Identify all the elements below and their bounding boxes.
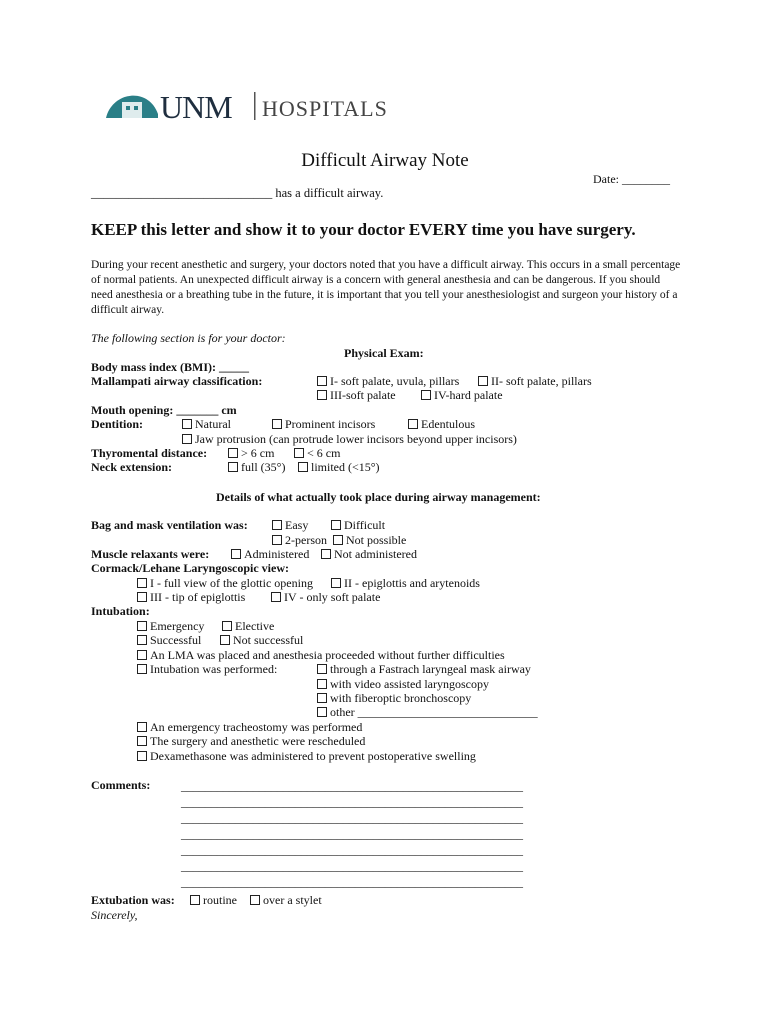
intro-paragraph: During your recent anesthetic and surgery, your doctors noted that you have a difficult airway. This occurs in a small percentage of normal patients. An unexpected difficult airway is a concern with general anesthesia and can be dangerous. If you should need anesthesia or a breathing tube in the future, it is important that you tell your anesthesiologist and surgeon your history of a difficult airway. [91, 259, 681, 316]
bag-mask-difficult[interactable]: Difficult [331, 518, 385, 533]
dentition-jaw-protrusion[interactable]: Jaw protrusion (can protrude lower incisors beyond upper incisors) [182, 432, 517, 447]
extubation-routine[interactable]: routine [190, 893, 237, 908]
intubation-performed[interactable]: Intubation was performed: [137, 662, 277, 677]
comments-label: Comments: [91, 778, 151, 792]
relaxants-label: Muscle relaxants were: [91, 547, 210, 561]
checkbox[interactable] [222, 621, 232, 631]
physical-exam-heading: Physical Exam: [344, 346, 424, 360]
checkbox[interactable] [333, 535, 343, 545]
intubation-not-successful[interactable]: Not successful [220, 633, 303, 648]
checkbox[interactable] [294, 448, 304, 458]
checkbox[interactable] [272, 535, 282, 545]
checkbox[interactable] [231, 549, 241, 559]
mallampati-option-3[interactable]: III-soft palate [317, 388, 396, 403]
comment-line[interactable]: _________________________________________________________ [181, 859, 523, 873]
closing: Sincerely, [91, 908, 138, 922]
comment-line[interactable]: _________________________________________________________ [181, 843, 523, 857]
checkbox[interactable] [182, 419, 192, 429]
intubation-lma[interactable]: An LMA was placed and anesthesia proceeded without further difficulties [137, 648, 505, 663]
relaxants-not-administered[interactable]: Not administered [321, 547, 417, 562]
bag-mask-2person[interactable]: 2-person [272, 533, 327, 548]
intubation-successful[interactable]: Successful [137, 633, 201, 648]
mouth-opening-field: Mouth opening: _______ cm [91, 403, 237, 417]
comment-line[interactable]: _________________________________________________________ [181, 795, 523, 809]
mallampati-option-2[interactable]: II- soft palate, pillars [478, 374, 592, 389]
keep-heading: KEEP this letter and show it to your doctor EVERY time you have surgery. [91, 220, 636, 239]
checkbox[interactable] [317, 693, 327, 703]
cormack-grade-2[interactable]: II - epiglottis and arytenoids [331, 576, 480, 591]
bag-mask-easy[interactable]: Easy [272, 518, 308, 533]
checkbox[interactable] [317, 390, 327, 400]
relaxants-administered[interactable]: Administered [231, 547, 309, 562]
dentition-edentulous[interactable]: Edentulous [408, 417, 475, 432]
intubation-label: Intubation: [91, 604, 150, 618]
patient-line: _____________________________ has a difficult airway. [91, 186, 384, 200]
cormack-grade-1[interactable]: I - full view of the glottic opening [137, 576, 313, 591]
checkbox[interactable] [137, 751, 147, 761]
mallampati-option-1[interactable]: I- soft palate, uvula, pillars [317, 374, 459, 389]
dexamethasone-option[interactable]: Dexamethasone was administered to prevent postoperative swelling [137, 749, 476, 764]
extubation-stylet[interactable]: over a stylet [250, 893, 322, 908]
checkbox[interactable] [331, 520, 341, 530]
checkbox[interactable] [137, 592, 147, 602]
extubation-label: Extubation was: [91, 893, 175, 907]
checkbox[interactable] [478, 376, 488, 386]
checkbox[interactable] [408, 419, 418, 429]
date-field: Date: ________ [593, 172, 670, 186]
neck-extension-label: Neck extension: [91, 460, 172, 474]
checkbox[interactable] [271, 592, 281, 602]
checkbox[interactable] [317, 664, 327, 674]
comment-line[interactable]: _________________________________________________________ [181, 827, 523, 841]
comment-line[interactable]: _________________________________________________________ [181, 779, 523, 793]
intubation-emergency[interactable]: Emergency [137, 619, 204, 634]
tracheostomy-option[interactable]: An emergency tracheostomy was performed [137, 720, 362, 735]
checkbox[interactable] [137, 578, 147, 588]
checkbox[interactable] [137, 736, 147, 746]
thyromental-lt6[interactable]: < 6 cm [294, 446, 340, 461]
unm-hospitals-logo [104, 88, 394, 124]
checkbox[interactable] [190, 895, 200, 905]
checkbox[interactable] [250, 895, 260, 905]
comments-lines[interactable] [181, 778, 523, 890]
dentition-label: Dentition: [91, 417, 143, 431]
checkbox[interactable] [272, 520, 282, 530]
checkbox[interactable] [228, 448, 238, 458]
checkbox[interactable] [317, 679, 327, 689]
neck-limited[interactable]: limited (<15°) [298, 460, 380, 475]
cormack-label: Cormack/Lehane Laryngoscopic view: [91, 561, 289, 575]
thyromental-label: Thyromental distance: [91, 446, 208, 460]
checkbox[interactable] [421, 390, 431, 400]
cormack-grade-3[interactable]: III - tip of epiglottis [137, 590, 245, 605]
performed-fiberoptic[interactable]: with fiberoptic bronchoscopy [317, 691, 471, 706]
checkbox[interactable] [317, 376, 327, 386]
intubation-elective[interactable]: Elective [222, 619, 274, 634]
comment-line[interactable]: _________________________________________________________ [181, 875, 523, 889]
checkbox[interactable] [321, 549, 331, 559]
thyromental-gt6[interactable]: > 6 cm [228, 446, 274, 461]
performed-fastrach[interactable]: through a Fastrach laryngeal mask airway [317, 662, 531, 677]
checkbox[interactable] [220, 635, 230, 645]
checkbox[interactable] [182, 434, 192, 444]
performed-video[interactable]: with video assisted laryngoscopy [317, 677, 489, 692]
logo-brand: UNM [160, 89, 232, 124]
checkbox[interactable] [317, 707, 327, 717]
checkbox[interactable] [137, 621, 147, 631]
mallampati-label: Mallampati airway classification: [91, 374, 263, 388]
page-title: Difficult Airway Note [301, 150, 469, 171]
logo-division: HOSPITALS [262, 96, 388, 121]
checkbox[interactable] [228, 462, 238, 472]
checkbox[interactable] [298, 462, 308, 472]
dentition-natural[interactable]: Natural [182, 417, 231, 432]
checkbox[interactable] [272, 419, 282, 429]
checkbox[interactable] [137, 650, 147, 660]
bag-mask-label: Bag and mask ventilation was: [91, 518, 248, 532]
bmi-field: Body mass index (BMI): _____ [91, 360, 250, 374]
rescheduled-option[interactable]: The surgery and anesthetic were rescheduled [137, 734, 365, 749]
checkbox[interactable] [137, 635, 147, 645]
cormack-grade-4[interactable]: IV - only soft palate [271, 590, 380, 605]
dentition-prominent[interactable]: Prominent incisors [272, 417, 375, 432]
performed-other[interactable]: other ______________________________ [317, 705, 538, 720]
mallampati-option-4[interactable]: IV-hard palate [421, 388, 503, 403]
comment-line[interactable]: _________________________________________________________ [181, 811, 523, 825]
checkbox[interactable] [137, 722, 147, 732]
bag-mask-not-possible[interactable]: Not possible [333, 533, 406, 548]
checkbox[interactable] [137, 664, 147, 674]
doctor-section-label: The following section is for your doctor: [91, 331, 286, 345]
checkbox[interactable] [331, 578, 341, 588]
neck-full[interactable]: full (35°) [228, 460, 285, 475]
management-heading: Details of what actually took place during airway management: [216, 490, 541, 504]
